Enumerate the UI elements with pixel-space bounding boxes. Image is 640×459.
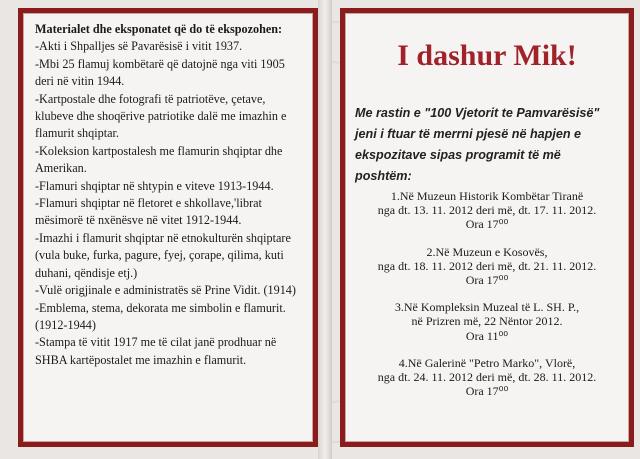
program-time: Ora 11⁰⁰	[465, 328, 509, 343]
program-time: Ora 17⁰⁰	[465, 384, 509, 399]
program-dates: nga dt. 13. 11. 2012 deri më, dt. 17. 11. 2012.	[377, 203, 597, 218]
invitation-title: I dashur Mik!	[397, 39, 577, 72]
program-venue: 1.Në Muzeun Historik Kombëtar Tiranë	[390, 189, 584, 203]
exhibit-item: -Kartpostale dhe fotografi të patriotëve, çetave, klubeve dhe shoqërive patriotike dalë me imazhin e flamurit shqiptar.	[35, 91, 287, 141]
program-time: Ora 17⁰⁰	[465, 273, 509, 288]
exhibit-item: -Vulë origjinale e administratës së Prine Vidit. (1914)	[35, 283, 296, 298]
exhibit-item: -Mbi 25 flamuj kombëtarë që datojnë nga viti 1905 deri në vitin 1944.	[35, 56, 285, 89]
program-entry	[355, 356, 619, 399]
page-fold	[318, 0, 332, 459]
program-entry	[355, 245, 619, 288]
program-entry	[355, 300, 619, 343]
exhibit-list	[35, 21, 305, 369]
program-dates: nga dt. 18. 11. 2012 deri më, dt. 21. 11. 2012.	[377, 258, 597, 273]
exhibit-item: -Imazhi i flamurit shqiptar në etnokulturën shqiptare (vula buke, furka, pagure, fyej, çorape, qilima, kuti duhani, qëndisje etj.)	[35, 230, 291, 280]
exhibit-item: -Emblema, stema, dekorata me simbolin e flamurit. (1912-1944)	[35, 300, 286, 332]
program-time: Ora 17⁰⁰	[465, 217, 509, 232]
exhibit-item: -Koleksion kartpostalesh me flamurin shqiptar dhe Amerikan.	[35, 143, 283, 176]
exhibit-item: -Akti i Shpalljes së Pavarësisë i vitit 1937.	[35, 39, 243, 54]
exhibit-item: -Flamuri shqiptar në shtypin e viteve 1913-1944.	[35, 178, 274, 193]
program-dates: nga dt. 24. 11. 2012 deri më, dt. 28. 11. 2012.	[377, 370, 597, 385]
exhibit-item: -Flamuri shqiptar në fletoret e shkollave,'librat mësimorë të nxënësve në vitet 1912-1944.	[35, 196, 262, 228]
program-entry	[355, 189, 619, 232]
invitation-intro: Me rastin e "100 Vjetorit te Pamvarësisë" jeni i ftuar të merrni pjesë në hapjen e ekspozitave sipas programit të më poshtëm:	[355, 106, 600, 183]
left-panel	[18, 8, 318, 447]
exhibit-heading: Materialet dhe eksponatet që do të ekspozohen:	[35, 22, 283, 36]
exhibit-item: -Stampa të vitit 1917 me të cilat janë prodhuar në SHBA kartëpostalet me imazhin e flamurit.	[35, 335, 277, 367]
program-venue: 3.Në Kompleksin Muzeal të L. SH. P.,	[394, 300, 580, 315]
program-list	[355, 189, 619, 411]
program-venue: 4.Në Galerinë "Petro Marko", Vlorë,	[398, 355, 576, 370]
program-dates: në Prizren më, 22 Nëntor 2012.	[411, 314, 563, 329]
right-panel	[340, 8, 634, 447]
program-venue: 2.Në Muzeun e Kosovës,	[426, 244, 548, 259]
